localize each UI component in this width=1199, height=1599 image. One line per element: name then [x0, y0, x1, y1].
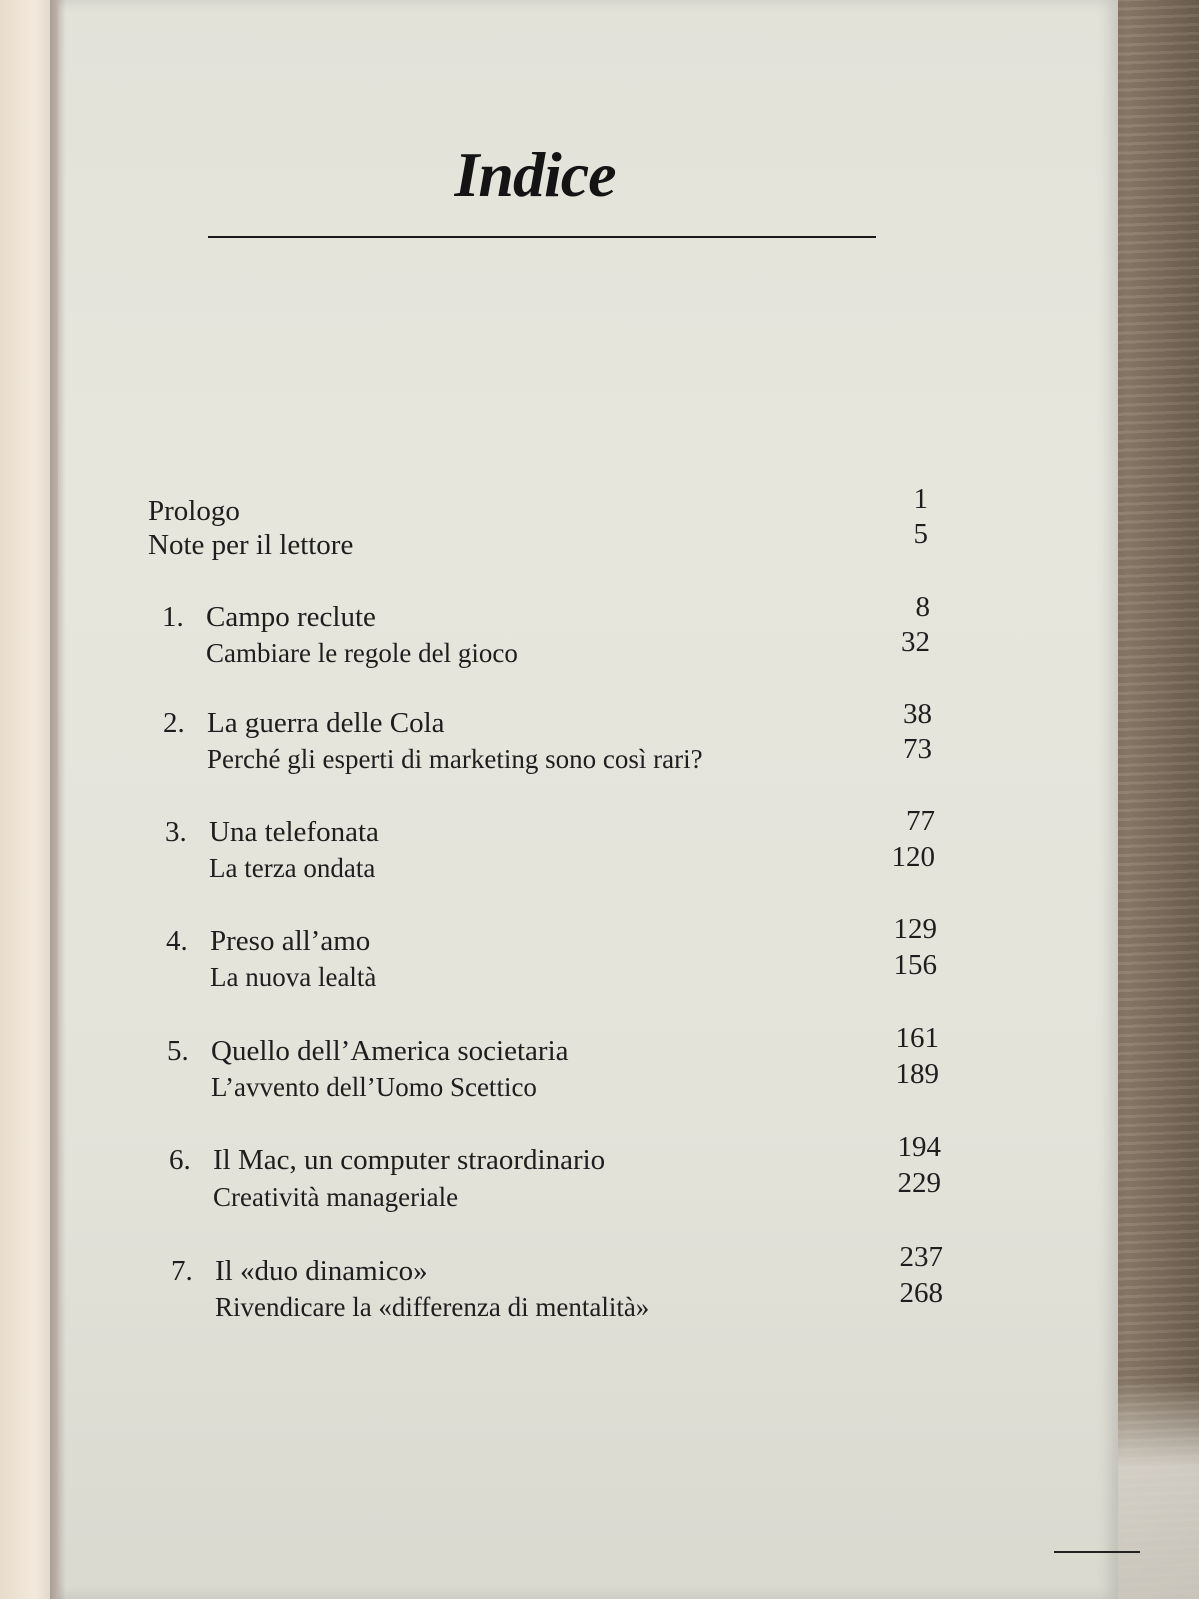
chapter-number: 6.: [169, 1144, 191, 1176]
toc-chapter-title: [162, 600, 376, 634]
chapter-number: 2.: [163, 707, 185, 739]
toc-chapter-title: [169, 1143, 605, 1177]
subtitle-page: 156: [893, 949, 937, 981]
chapter-number: 3.: [165, 816, 187, 848]
toc-page-prologo: 1: [913, 483, 928, 515]
chapter-number: 5.: [167, 1035, 189, 1067]
chapter-title: Il «duo dinamico»: [215, 1255, 428, 1287]
chapter-page: 161: [895, 1022, 939, 1054]
chapter-title: Campo reclute: [206, 601, 376, 633]
toc-page-note: 5: [913, 518, 928, 550]
toc-chapter-title: [167, 1034, 569, 1068]
subtitle-page: 189: [895, 1058, 939, 1090]
subtitle-page: 268: [899, 1277, 943, 1309]
toc-chapter-title: [165, 815, 379, 849]
chapter-title: La guerra delle Cola: [207, 707, 445, 739]
chapter-page: 194: [897, 1131, 941, 1163]
chapter-subtitle: La terza ondata: [209, 853, 376, 883]
chapter-page: 8: [915, 591, 930, 623]
chapter-page: 77: [906, 805, 935, 837]
chapter-number: 1.: [162, 601, 184, 633]
chapter-title: Il Mac, un computer straordinario: [213, 1144, 606, 1176]
toc-entry-note: Note per il lettore: [148, 529, 354, 561]
chapter-page: 237: [899, 1241, 943, 1273]
chapter-subtitle: Creatività manageriale: [213, 1182, 459, 1212]
chapter-number: 4.: [166, 925, 188, 957]
chapter-subtitle: Cambiare le regole del gioco: [206, 638, 518, 668]
subtitle-page: 73: [903, 733, 932, 765]
chapter-subtitle: Perché gli esperti di marketing sono così rari?: [207, 744, 703, 774]
chapter-subtitle: L’avvento dell’Uomo Scettico: [211, 1072, 537, 1102]
subtitle-page: 229: [897, 1167, 941, 1199]
chapter-title: Preso all’amo: [210, 925, 371, 957]
subtitle-page: 32: [901, 626, 930, 658]
toc-chapter-title: [171, 1254, 428, 1288]
toc-chapter-title: [163, 706, 445, 740]
toc-chapter-title: [166, 924, 370, 958]
chapter-page: 129: [893, 913, 937, 945]
page-title: Indice: [454, 139, 616, 210]
chapter-subtitle: La nuova lealtà: [210, 962, 377, 992]
chapter-page: 38: [903, 698, 932, 730]
chapter-number: 7.: [171, 1255, 193, 1287]
subtitle-page: 120: [891, 841, 935, 873]
chapter-subtitle: Rivendicare la «differenza di mentalità»: [215, 1292, 650, 1322]
chapter-title: Una telefonata: [209, 816, 379, 848]
toc-entry-prologo: Prologo: [148, 495, 240, 527]
chapter-title: Quello dell’America societaria: [211, 1035, 569, 1067]
